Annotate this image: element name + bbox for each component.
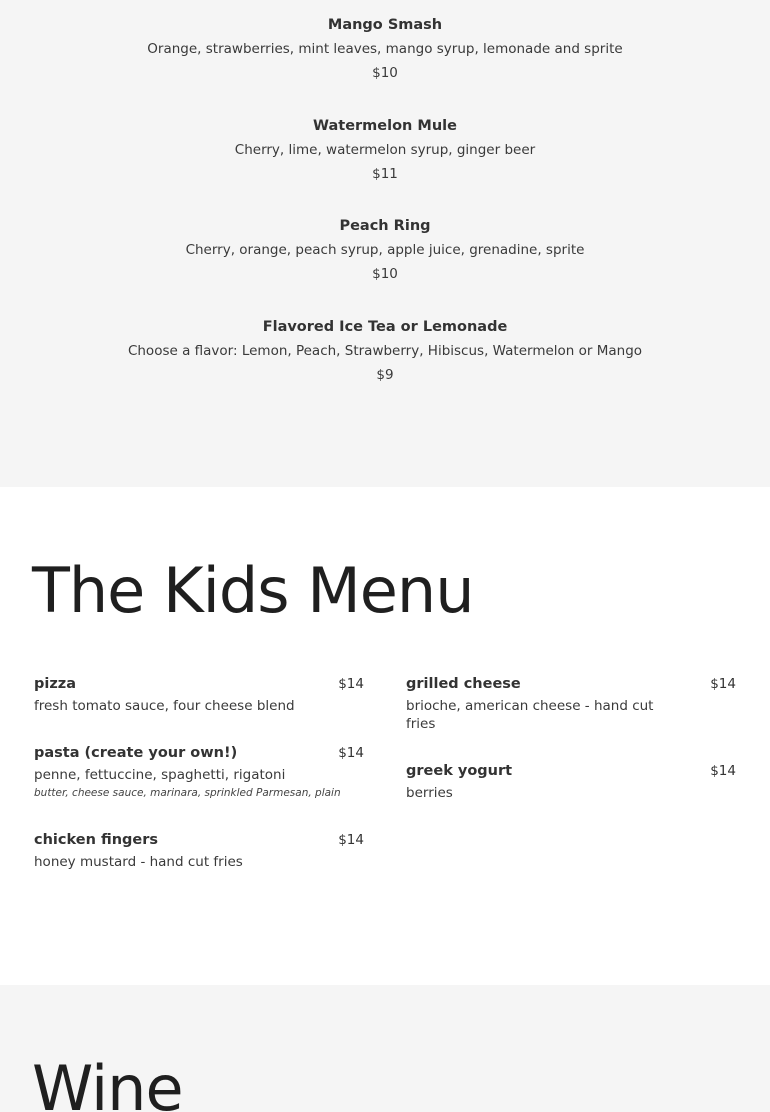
menu-item-pizza [34, 674, 364, 714]
item-price: $14 [710, 676, 736, 692]
menu-item-greek-yogurt [406, 761, 736, 801]
item-name: greek yogurt [406, 763, 513, 779]
drink-item-watermelon-mule [0, 114, 770, 186]
item-price: $14 [338, 832, 364, 848]
drink-description: Cherry, orange, peach syrup, apple juice, grenadine, sprite [185, 242, 585, 258]
drink-price: $11 [372, 166, 398, 182]
drink-item-peach-ring [0, 214, 770, 286]
menu-item-chicken-fingers [34, 830, 364, 870]
kids-menu-section [0, 487, 770, 985]
menu-item-pasta [34, 743, 364, 803]
item-note: butter, cheese sauce, marinara, sprinkled Parmesan, plain [34, 787, 341, 799]
drink-name: Watermelon Mule [313, 118, 457, 134]
item-price: $14 [338, 745, 364, 761]
item-description: penne, fettuccine, spaghetti, rigatoni [34, 767, 286, 783]
item-name: pizza [34, 676, 77, 692]
item-description: honey mustard - hand cut fries [34, 854, 243, 870]
kids-menu-title: The Kids Menu [32, 554, 474, 627]
item-description: fresh tomato sauce, four cheese blend [34, 698, 295, 714]
drink-description: Orange, strawberries, mint leaves, mango syrup, lemonade and sprite [147, 41, 623, 57]
drink-description: Cherry, lime, watermelon syrup, ginger beer [234, 142, 536, 158]
drink-description: Choose a flavor: Lemon, Peach, Strawberry, Hibiscus, Watermelon or Mango [127, 343, 643, 359]
item-name: pasta (create your own!) [34, 745, 238, 761]
drink-price: $9 [376, 367, 394, 383]
drink-item-flavored-ice-tea [0, 315, 770, 387]
menu-item-grilled-cheese [406, 674, 736, 734]
drink-price: $10 [372, 65, 398, 81]
item-description: brioche, american cheese - hand cut fries [406, 698, 654, 732]
drink-name: Mango Smash [327, 17, 443, 33]
item-description: berries [406, 785, 453, 801]
drink-price: $10 [372, 266, 398, 282]
item-name: grilled cheese [406, 676, 521, 692]
wine-title: Wine [32, 1052, 183, 1112]
drink-name: Flavored Ice Tea or Lemonade [262, 319, 508, 335]
drink-item-mango-smash [0, 13, 770, 85]
item-price: $14 [710, 763, 736, 779]
item-price: $14 [338, 676, 364, 692]
item-name: chicken fingers [34, 832, 159, 848]
drinks-section [0, 0, 770, 487]
drink-name: Peach Ring [339, 218, 431, 234]
wine-section [0, 985, 770, 1112]
